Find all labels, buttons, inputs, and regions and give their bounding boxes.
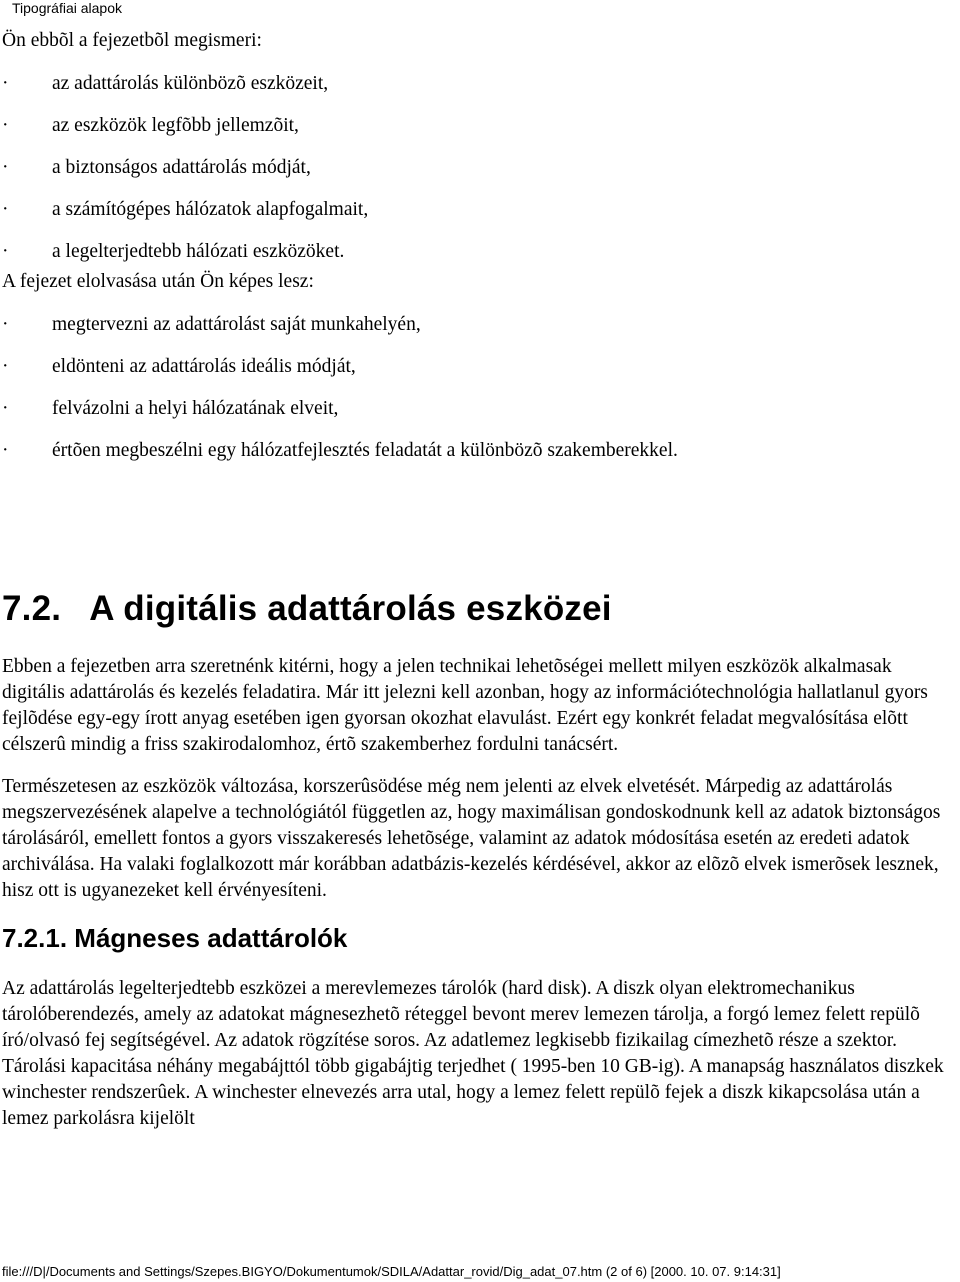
- skills-heading: A fejezet elolvasása után Ön képes lesz:: [2, 271, 314, 292]
- list-item-text: értõen megbeszélni egy hálózatfejlesztés feladatát a különbözõ szakemberekkel.: [52, 440, 678, 461]
- list-item: [2, 354, 956, 380]
- list-item-text: megtervezni az adattárolást saját munkahelyén,: [52, 314, 421, 335]
- subsection-heading: [2, 922, 956, 954]
- objectives-heading: Ön ebbõl a fejezetbõl megismeri:: [2, 30, 262, 51]
- bullet-dot: ·: [2, 398, 9, 419]
- list-item-text: a számítógépes hálózatok alapfogalmait,: [52, 199, 369, 220]
- list-item-text: eldönteni az adattárolás ideális módját,: [52, 356, 356, 377]
- page-header: Tipográfiai alapok: [12, 0, 122, 16]
- section-heading: [2, 588, 956, 630]
- list-item: [2, 71, 956, 97]
- list-item: [2, 197, 956, 223]
- section-number: 7.2.: [2, 589, 62, 628]
- subsection-title: Mágneses adattárolók: [74, 923, 348, 953]
- section-title: A digitális adattárolás eszközei: [89, 589, 612, 628]
- bullet-dot: ·: [2, 241, 9, 262]
- skills-list: [2, 312, 956, 464]
- section-paragraph: Természetesen az eszközök változása, korszerûsödése még nem jelenti az elvek elvetését. Márpedig az adattárolás megszervezésének alapelve a technológiától független az, hogy maximálisan gondoskodnunk kell az adatok biztonságos tárolásáról, emellett fontos a gyors visszakeresés lehetõsége, valamint az adatok módosítása esetén az eredeti adatok archiválása. Ha valaki foglalkozott már korábban adatbázis-kezelés kérdésével, akkor az elõzõ elvek ismerõsek lesznek, hisz ott is ugyanezeket kell érvényesíteni.: [2, 776, 941, 901]
- objectives-list: [2, 71, 956, 265]
- list-item-text: a legelterjedtebb hálózati eszközöket.: [52, 241, 345, 262]
- list-item-text: a biztonságos adattárolás módját,: [52, 157, 311, 178]
- list-item: [2, 239, 956, 265]
- list-item: [2, 113, 956, 139]
- list-item: [2, 438, 956, 464]
- page-footer: file:///D|/Documents and Settings/Szepes.BIGYO/Dokumentumok/SDILA/Adattar_rovid/Dig_adat_07.htm (2 of 6) [2000. 10. 07. 9:14:31]: [2, 1264, 781, 1279]
- bullet-dot: ·: [2, 115, 9, 136]
- bullet-dot: ·: [2, 199, 9, 220]
- list-item: [2, 155, 956, 181]
- list-item-text: felvázolni a helyi hálózatának elveit,: [52, 398, 339, 419]
- subsection-number: 7.2.1.: [2, 923, 68, 953]
- document-content: [2, 28, 956, 1132]
- bullet-dot: ·: [2, 314, 9, 335]
- list-item: [2, 312, 956, 338]
- bullet-dot: ·: [2, 73, 9, 94]
- subsection-paragraph: Az adattárolás legelterjedtebb eszközei a merevlemezes tárolók (hard disk). A diszk olyan elektromechanikus tárolóberendezés, amely az adatokat mágnesezhetõ réteggel bevont merev lemezen tárolja, a forgó lemez felett repülõ író/olvasó fej segítségével. Az adatok rögzítése soros. Az adatlemez legkisebb fizikailag címezhetõ része a szektor. Tárolási kapacitása néhány megabájttól több gigabájtig terjedhet ( 1995-ben 10 GB-ig). A manapság használatos diszkek winchester rendszerûek. A winchester elnevezés arra utal, hogy a lemez felett repülõ fejek a diszk kikapcsolása után a lemez parkolásra kijelölt: [2, 978, 944, 1129]
- list-item: [2, 396, 956, 422]
- list-item-text: az eszközök legfõbb jellemzõit,: [52, 115, 299, 136]
- section-paragraph: Ebben a fejezetben arra szeretnénk kitérni, hogy a jelen technikai lehetõségei mellett milyen eszközök alkalmasak digitális adattárolás és kezelés feladatira. Már itt jelezni kell azonban, hogy az információtechnológia hallatlanul gyors fejlõdése egy-egy írott anyag esetében igen gyorsan okozhat elavulást. Ezért egy konkrét feladat megvalósítása elõtt célszerû mindig a friss szakirodalomhoz, értõ szakemberhez fordulni tanácsért.: [2, 656, 928, 755]
- bullet-dot: ·: [2, 356, 9, 377]
- bullet-dot: ·: [2, 157, 9, 178]
- bullet-dot: ·: [2, 440, 9, 461]
- list-item-text: az adattárolás különbözõ eszközeit,: [52, 73, 329, 94]
